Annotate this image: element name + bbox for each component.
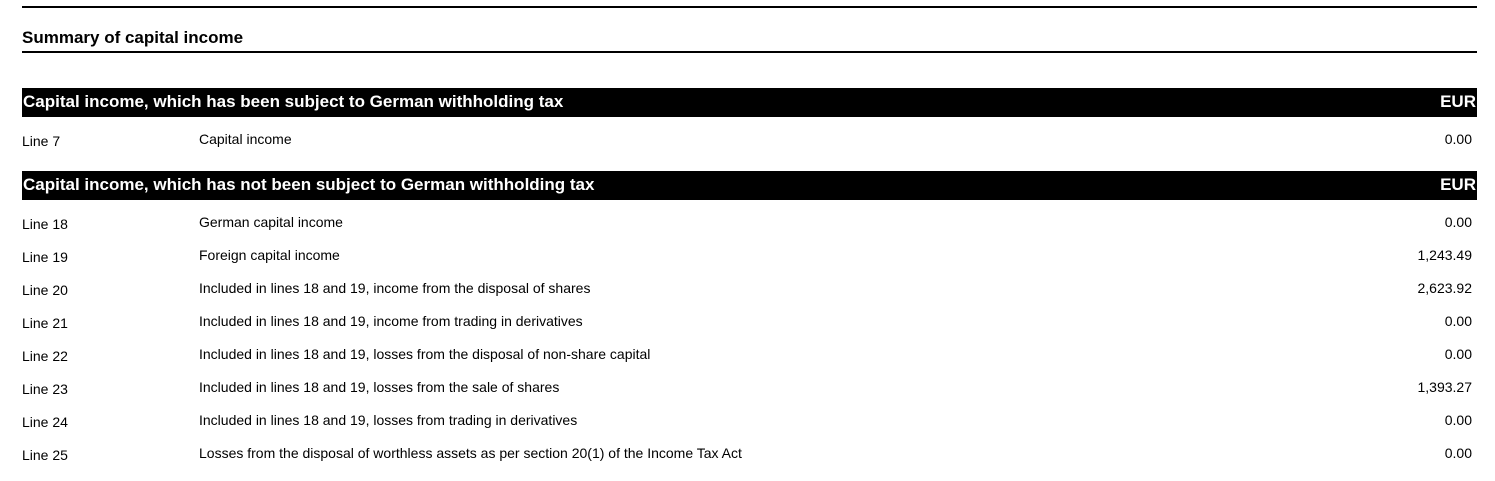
section-header-withheld [22,88,1477,117]
section-header-not-withheld [22,171,1477,200]
row-amount: 0.00 [1444,445,1472,461]
line-number: Line 25 [22,447,68,463]
line-number: Line 21 [22,315,68,331]
line-number: Line 24 [22,414,68,430]
currency-label: EUR [1440,92,1476,111]
table-row [22,213,1477,233]
line-number: Line 18 [22,216,68,232]
row-amount: 0.00 [1444,346,1472,362]
row-description: Included in lines 18 and 19, income from the disposal of shares [199,280,591,296]
table-row [22,312,1477,332]
row-description: Included in lines 18 and 19, losses from the disposal of non-share capital [199,346,651,362]
section-title: Capital income, which has been subject to German withholding tax [23,92,564,111]
row-amount: 0.00 [1444,313,1472,329]
line-number: Line 22 [22,348,68,364]
table-row [22,444,1477,464]
row-description: Losses from the disposal of worthless assets as per section 20(1) of the Income Tax Act [199,445,742,461]
table-row [22,345,1477,365]
row-amount: 2,623.92 [1417,280,1472,296]
row-amount: 1,393.27 [1417,379,1472,395]
row-description: Capital income [199,131,292,147]
table-row [22,279,1477,299]
table-row [22,411,1477,431]
row-description: Included in lines 18 and 19, income from trading in derivatives [199,313,583,329]
line-number: Line 23 [22,381,68,397]
page-title: Summary of capital income [22,28,244,47]
table-row [22,130,1477,150]
row-amount: 0.00 [1444,131,1472,147]
row-amount: 1,243.49 [1417,247,1472,263]
line-number: Line 20 [22,282,68,298]
currency-label: EUR [1440,175,1476,194]
row-amount: 0.00 [1444,214,1472,230]
line-number: Line 19 [22,249,68,265]
table-row [22,246,1477,266]
table-row [22,378,1477,398]
title-underline [22,51,1477,53]
row-description: German capital income [199,214,343,230]
row-amount: 0.00 [1444,412,1472,428]
row-description: Foreign capital income [199,247,340,263]
top-rule [22,6,1477,8]
section-title: Capital income, which has not been subject to German withholding tax [23,175,595,194]
row-description: Included in lines 18 and 19, losses from the sale of shares [199,379,560,395]
row-description: Included in lines 18 and 19, losses from trading in derivatives [199,412,578,428]
line-number: Line 7 [22,133,61,149]
